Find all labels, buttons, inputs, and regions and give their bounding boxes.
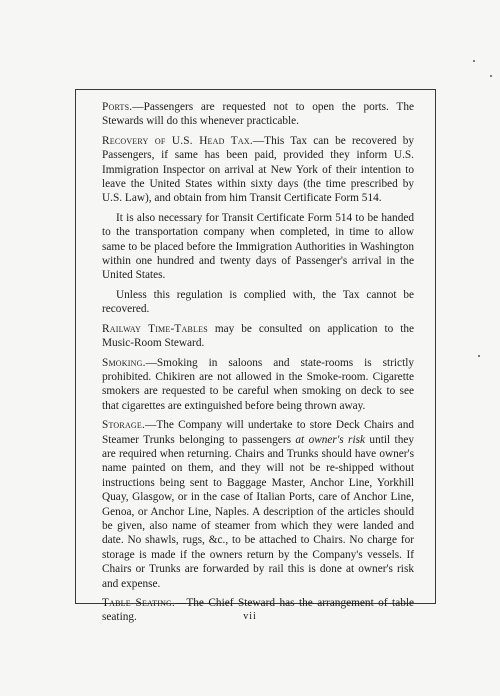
- storage-heading: Storage.: [102, 419, 146, 432]
- paper-speck: [490, 75, 492, 77]
- railway-paragraph: [102, 322, 414, 351]
- smoking-paragraph: [102, 356, 414, 414]
- paper-speck: [473, 60, 475, 62]
- ports-paragraph: [102, 100, 414, 129]
- smoking-text: —Smoking in saloons and state-rooms is strictly prohibited. Chikiren are not allowed in the Smoke-room. Cigarette smokers are requested to be careful when smoking on deck to see that cigarettes are extinguished before being thrown away.: [102, 356, 414, 412]
- paper-speck: [478, 355, 480, 357]
- storage-text-a: —The Company will undertake to store Deck Chairs and Steamer Trunks belonging to passengers: [102, 419, 414, 446]
- head-tax-paragraph: [102, 134, 414, 206]
- storage-text-b: until they are required when returning. Chairs and Trunks should have owner's name painted on them, and they will not be re-shipped without instructions being sent to Baggage Master, Anchor Line, Yorkhill Quay, Glasgow, or in the case of Italian Ports, care of Anchor Line, Genoa, or Anchor Line, Naples. A description of the articles should be given, also name of steamer from which they were landed and date. No shawls, rugs, &c., to be attached to Chairs. No charge for storage is made if the owners return by the Company's vessels. If Chairs or Trunks are forwarded by rail this is done at owner's risk and expense.: [102, 433, 415, 590]
- ports-heading: Ports.: [102, 101, 133, 113]
- railway-text: may be consulted on application to the Music-Room Steward.: [102, 322, 414, 350]
- regulation-paragraph: Unless this regulation is complied with, the Tax cannot be recovered.: [102, 288, 414, 316]
- table-seating-heading: Table Seating.: [102, 597, 176, 609]
- railway-heading: Railway Time-Tables: [102, 322, 208, 335]
- head-tax-heading: Recovery of U.S. Head Tax.: [102, 134, 253, 147]
- storage-italic-owners-risk: at owner's risk: [295, 433, 366, 446]
- storage-paragraph: [102, 418, 414, 591]
- smoking-heading: Smoking.: [102, 356, 146, 369]
- table-seating-text: —The Chief Steward has the arrangement of table seating.: [102, 597, 415, 624]
- transit-certificate-paragraph: It is also necessary for Transit Certificate Form 514 to be handed to the transportation company when completed, in time to allow same to be placed before the Immigration Authorities in Washington within one hundred and twenty days of Passenger's arrival in the United States.: [102, 211, 414, 282]
- page-number: vii: [243, 611, 257, 622]
- ports-text: —Passengers are requested not to open the ports. The Stewards will do this whenever practicable.: [102, 101, 414, 128]
- head-tax-text: —This Tax can be recovered by Passengers, if same has been paid, provided they inform U.S. Immigration Inspector on arrival at New York of their intention to leave the United States within sixty days (the time prescribed by U.S. Law), and obtain from him Transit Certificate Form 514.: [102, 134, 415, 205]
